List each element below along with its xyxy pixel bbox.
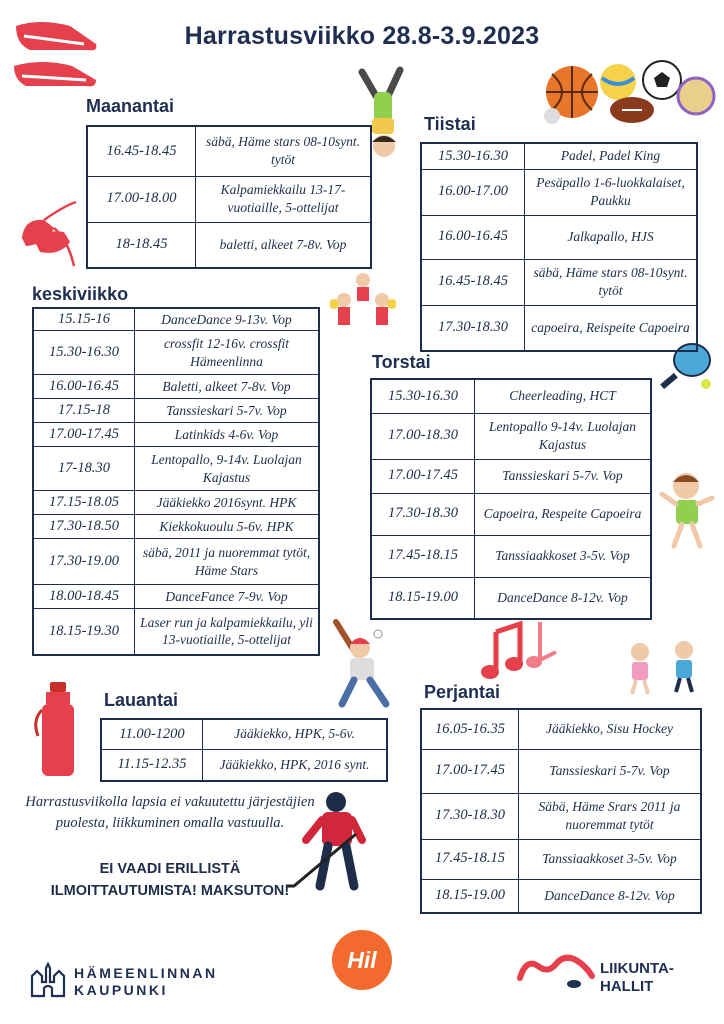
table-row (87, 222, 371, 268)
table-row (421, 143, 697, 169)
time-cell: 16.00-17.00 (421, 169, 525, 215)
table-row (87, 126, 371, 176)
time-cell: 17.00-17.45 (421, 749, 519, 793)
liikuntahallit-line-1: LIIKUNTA- (600, 960, 674, 977)
time-cell: 18.15-19.30 (33, 609, 135, 655)
table-row (371, 459, 651, 493)
liikuntahallit-mark-icon (516, 952, 596, 992)
time-cell: 17.00-17.45 (33, 423, 135, 447)
table-row (101, 749, 387, 781)
time-cell: 11.15-12.35 (101, 749, 203, 781)
table-row (33, 331, 319, 375)
table-row (33, 375, 319, 399)
baseball-player-icon (330, 618, 396, 710)
time-cell: 15.15-16 (33, 308, 135, 331)
city-logo-line-1: HÄMEENLINNAN (74, 965, 218, 981)
activity-cell: Pesäpallo 1-6-luokkalaiset, Paukku (525, 169, 698, 215)
table-row (33, 399, 319, 423)
city-logo-line-2: KAUPUNKI (74, 982, 168, 998)
table-row (371, 535, 651, 577)
activity-cell: Lentopallo, 9-14v. Luolajan Kajastus (135, 447, 320, 491)
time-cell: 15.30-16.30 (371, 379, 475, 413)
activity-cell: Laser run ja kalpamiekkailu, yli 13-vuotiaille, 5-ottelijat (135, 609, 320, 655)
table-row (421, 259, 697, 305)
table-row (421, 839, 701, 879)
sports-balls-icon (536, 56, 718, 126)
table-row (101, 719, 387, 749)
wednesday-table (32, 307, 320, 656)
table-row (33, 609, 319, 655)
table-row (33, 308, 319, 331)
time-cell: 17.30-19.00 (33, 539, 135, 585)
activity-cell: säbä, Häme stars 08-10synt. tytöt (196, 126, 372, 176)
free-entry-note (12, 858, 328, 903)
time-cell: 16.00-16.45 (421, 215, 525, 259)
activity-cell: Kalpamiekkailu 13-17-vuotiaille, 5-ottelijat (196, 176, 372, 222)
table-row (371, 577, 651, 619)
time-cell: 17.30-18.50 (33, 515, 135, 539)
table-row (33, 491, 319, 515)
activity-cell: Jääkiekko 2016synt. HPK (135, 491, 320, 515)
table-row (87, 176, 371, 222)
thursday-heading: Torstai (372, 352, 431, 372)
table-row (421, 215, 697, 259)
friday-heading: Perjantai (424, 682, 501, 702)
time-cell: 17.45-18.15 (371, 535, 475, 577)
table-row (33, 515, 319, 539)
activity-cell: Jääkiekko, HPK, 2016 synt. (203, 749, 388, 781)
table-row (33, 423, 319, 447)
child-dancing-icon (656, 470, 718, 552)
activity-cell: capoeira, Reispeite Capoeira (525, 305, 698, 351)
table-row (371, 379, 651, 413)
water-bottle-icon (28, 680, 88, 780)
cheerleaders-icon (330, 270, 396, 336)
time-cell: 16.45-18.45 (87, 126, 196, 176)
table-row (33, 585, 319, 609)
table-row (421, 169, 697, 215)
table-row (33, 539, 319, 585)
insurance-note: Harrastusviikolla lapsia ei vakuutettu järjestäjien puolesta, liikkuminen omalla vastuulla. (25, 794, 315, 831)
time-cell: 18.00-18.45 (33, 585, 135, 609)
time-cell: 11.00-1200 (101, 719, 203, 749)
activity-cell: Tanssieskari 5-7v. Vop (135, 399, 320, 423)
time-cell: 18.15-19.00 (421, 879, 519, 913)
city-logo-text (74, 965, 218, 999)
time-cell: 15.30-16.30 (421, 143, 525, 169)
activity-cell: Capoeira, Respeite Capoeira (475, 493, 652, 535)
time-cell: 17.00-17.45 (371, 459, 475, 493)
table-row (421, 709, 701, 749)
tuesday-heading: Tiistai (424, 114, 476, 134)
activity-cell: Säbä, Häme Srars 2011 ja nuoremmat tytöt (519, 793, 702, 839)
free-entry-line-2: ILMOITTAUTUMISTA! MAKSUTON! (50, 883, 290, 900)
friday-table (420, 708, 702, 914)
time-cell: 16.00-16.45 (33, 375, 135, 399)
tuesday-table (420, 142, 698, 352)
time-cell: 17.30-18.30 (371, 493, 475, 535)
activity-cell: Tanssiaakkoset 3-5v. Vop (519, 839, 702, 879)
liikuntahallit-logo-text (600, 960, 674, 996)
activity-cell: Tanssieskari 5-7v. Vop (519, 749, 702, 793)
table-row (33, 447, 319, 491)
activity-cell: Jääkiekko, Sisu Hockey (519, 709, 702, 749)
time-cell: 18.15-19.00 (371, 577, 475, 619)
table-row (421, 879, 701, 913)
activity-cell: Tanssieskari 5-7v. Vop (475, 459, 652, 493)
time-cell: 16.45-18.45 (421, 259, 525, 305)
activity-cell: DanceFance 7-9v. Vop (135, 585, 320, 609)
time-cell: 17.00-18.00 (87, 176, 196, 222)
castle-icon (30, 962, 66, 998)
activity-cell: Kiekkokuoulu 5-6v. HPK (135, 515, 320, 539)
hil-logo-text: Hil (347, 946, 377, 973)
time-cell: 17.30-18.30 (421, 793, 519, 839)
table-row (371, 493, 651, 535)
thursday-table (370, 378, 652, 620)
time-cell: 17.00-18.30 (371, 413, 475, 459)
activity-cell: Baletti, alkeet 7-8v. Vop (135, 375, 320, 399)
table-row (421, 749, 701, 793)
table-row (371, 413, 651, 459)
time-cell: 17.15-18 (33, 399, 135, 423)
activity-cell: DanceDance 9-13v. Vop (135, 308, 320, 331)
activity-cell: baletti, alkeet 7-8v. Vop (196, 222, 372, 268)
time-cell: 17.45-18.15 (421, 839, 519, 879)
time-cell: 17.30-18.30 (421, 305, 525, 351)
liikuntahallit-line-2: HALLIT (600, 978, 654, 995)
monday-table (86, 125, 372, 269)
time-cell: 15.30-16.30 (33, 331, 135, 375)
kids-playing-icon (620, 638, 704, 698)
time-cell: 16.05-16.35 (421, 709, 519, 749)
time-cell: 18-18.45 (87, 222, 196, 268)
saturday-heading: Lauantai (104, 690, 179, 710)
activity-cell: Latinkids 4-6v. Vop (135, 423, 320, 447)
free-entry-line-1: EI VAADI ERILLISTÄ (99, 861, 241, 877)
table-row (421, 305, 697, 351)
activity-cell: DanceDance 8-12v. Vop (519, 879, 702, 913)
saturday-table (100, 718, 388, 782)
activity-cell: säbä, Häme stars 08-10synt. tytöt (525, 259, 698, 305)
activity-cell: Lentopallo 9-14v. Luolajan Kajastus (475, 413, 652, 459)
monday-heading: Maanantai (86, 96, 175, 116)
sneakers-icon (10, 14, 102, 90)
page-title: Harrastusviikko 28.8-3.9.2023 (184, 22, 540, 50)
activity-cell: säbä, 2011 ja nuoremmat tytöt, Häme Stars (135, 539, 320, 585)
activity-cell: Jalkapallo, HJS (525, 215, 698, 259)
time-cell: 17.15-18.05 (33, 491, 135, 515)
activity-cell: DanceDance 8-12v. Vop (475, 577, 652, 619)
hil-logo (332, 930, 392, 990)
activity-cell: Tanssiaakkoset 3-5v. Vop (475, 535, 652, 577)
activity-cell: Padel, Padel King (525, 143, 698, 169)
music-notes-icon (476, 612, 564, 686)
wednesday-heading: keskiviikko (32, 284, 129, 304)
time-cell: 17-18.30 (33, 447, 135, 491)
table-row (421, 793, 701, 839)
activity-cell: crossfit 12-16v. crossfit Hämeenlinna (135, 331, 320, 375)
activity-cell: Jääkiekko, HPK, 5-6v. (203, 719, 388, 749)
ballet-shoes-icon (14, 200, 80, 272)
activity-cell: Cheerleading, HCT (475, 379, 652, 413)
